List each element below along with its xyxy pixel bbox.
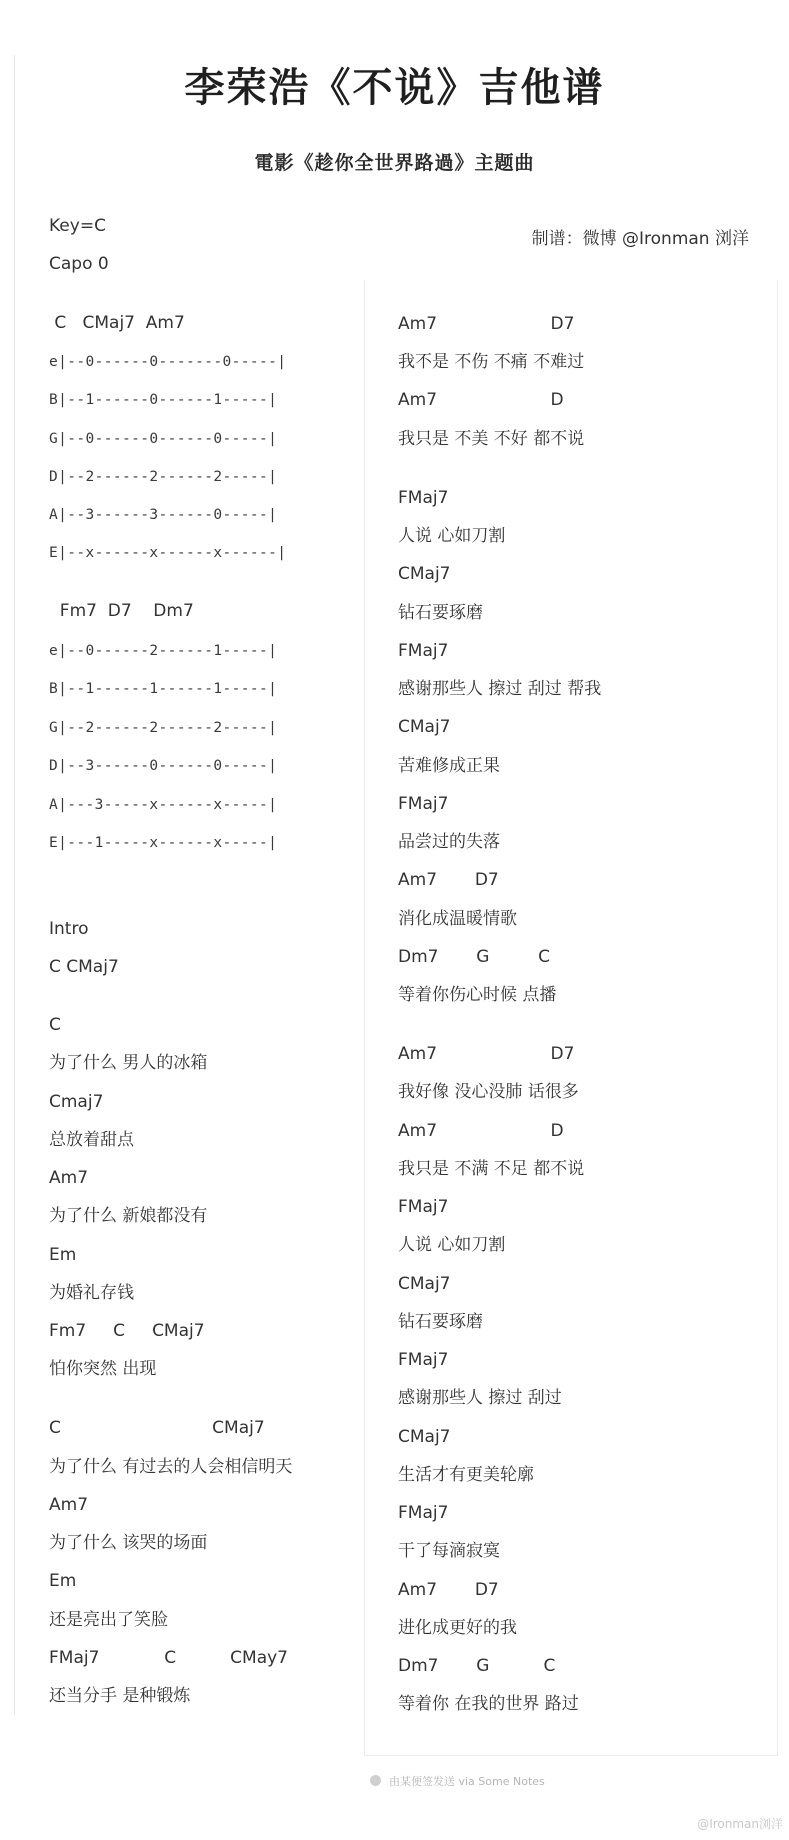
- chord-line: Am7 D: [398, 1121, 564, 1141]
- tab-line: e|--0------2------1-----|: [49, 643, 278, 659]
- chord-line: C: [49, 1015, 61, 1035]
- tab-line: G|--2------2------2-----|: [49, 720, 278, 736]
- chord-line: CMaj7: [398, 717, 451, 737]
- tab-line: D|--3------0------0-----|: [49, 758, 278, 774]
- tab-line: G|--0------0------0-----|: [49, 431, 278, 447]
- chord-line: C CMaj7: [49, 1418, 265, 1438]
- chord-line: Am7: [49, 1168, 89, 1188]
- chord-line: FMaj7: [398, 488, 449, 508]
- lyric-line: 为了什么 男人的冰箱: [49, 1053, 208, 1073]
- chord-line: Fm7 D7 Dm7: [49, 601, 194, 621]
- chord-line: Fm7 C CMaj7: [49, 1321, 205, 1341]
- lyric-line: 钻石要琢磨: [398, 603, 483, 623]
- lyric-line: 生活才有更美轮廓: [398, 1465, 534, 1485]
- transcriber-credit: 制谱：微博 @Ironman 浏洋: [531, 229, 749, 249]
- lyric-line: 消化成温暖情歌: [398, 909, 517, 929]
- lyric-line: 我不是 不伤 不痛 不难过: [398, 352, 585, 372]
- chord-line: FMaj7: [398, 794, 449, 814]
- lyric-line: 品尝过的失落: [398, 832, 500, 852]
- footer-note: [370, 1773, 545, 1789]
- lyric-line: 干了每滴寂寞: [398, 1541, 500, 1561]
- lyric-line: 等着你 在我的世界 路过: [398, 1694, 579, 1714]
- lyric-line: 为了什么 有过去的人会相信明天: [49, 1457, 293, 1477]
- footer-note-text: 由某便签发送 via Some Notes: [389, 1775, 545, 1788]
- tab-line: e|--0------0-------0-----|: [49, 354, 287, 370]
- lyric-line: 钻石要琢磨: [398, 1312, 483, 1332]
- chord-line: Em: [49, 1571, 77, 1591]
- lyric-line: 还是亮出了笑脸: [49, 1610, 168, 1630]
- lyric-line: 苦难修成正果: [398, 756, 500, 776]
- page-edge-line: [14, 55, 15, 1715]
- song-capo: Capo 0: [49, 254, 109, 274]
- chord-line: Dm7 G C: [398, 1656, 556, 1676]
- lyric-line: 感谢那些人 擦过 刮过 帮我: [398, 679, 602, 699]
- chord-line: Em: [49, 1245, 77, 1265]
- chord-line: FMaj7 C CMay7: [49, 1648, 288, 1668]
- lyric-line: 感谢那些人 擦过 刮过: [398, 1388, 562, 1408]
- lyric-line: 人说 心如刀割: [398, 1235, 506, 1255]
- tab-line: D|--2------2------2-----|: [49, 469, 278, 485]
- chord-line: Am7: [49, 1495, 89, 1515]
- chord-line: CMaj7: [398, 1274, 451, 1294]
- lyric-line: 进化成更好的我: [398, 1618, 517, 1638]
- chord-line: C CMaj7 Am7: [49, 313, 185, 333]
- chord-line: Cmaj7: [49, 1092, 104, 1112]
- chord-line: Am7 D7: [398, 1580, 499, 1600]
- chord-line: FMaj7: [398, 1197, 449, 1217]
- tab-line: B|--1------0------1-----|: [49, 392, 278, 408]
- chord-line: Dm7 G C: [398, 947, 550, 967]
- lyric-line: 等着你伤心时候 点播: [398, 985, 557, 1005]
- page-title: 李荣浩《不说》吉他谱: [184, 64, 605, 111]
- tab-line: E|--x------x------x------|: [49, 545, 287, 561]
- song-key: Key=C: [49, 216, 106, 236]
- watermark: @Ironman浏洋: [697, 1817, 783, 1831]
- chord-line: FMaj7: [398, 1350, 449, 1370]
- lyric-line: 为了什么 该哭的场面: [49, 1533, 208, 1553]
- lyric-line: 怕你突然 出现: [49, 1359, 157, 1379]
- chord-line: FMaj7: [398, 1503, 449, 1523]
- chord-line: CMaj7: [398, 564, 451, 584]
- chord-line: Am7 D7: [398, 1044, 575, 1064]
- section-label: Intro: [49, 919, 89, 939]
- lyric-line: 总放着甜点: [49, 1130, 134, 1150]
- lyric-line: 人说 心如刀割: [398, 526, 506, 546]
- lyric-line: 我只是 不满 不足 都不说: [398, 1159, 585, 1179]
- lyric-line: 为婚礼存钱: [49, 1283, 134, 1303]
- chord-line: C CMaj7: [49, 957, 119, 977]
- page-subtitle: 電影《趁你全世界路過》主题曲: [254, 152, 535, 174]
- lyric-line: 为了什么 新娘都没有: [49, 1206, 208, 1226]
- app-logo-icon: [370, 1775, 381, 1786]
- lyric-line: 我好像 没心没肺 话很多: [398, 1082, 579, 1102]
- chord-line: CMaj7: [398, 1427, 451, 1447]
- lyric-line: 还当分手 是种锻炼: [49, 1686, 191, 1706]
- chord-line: FMaj7: [398, 641, 449, 661]
- tab-line: A|--3------3------0-----|: [49, 507, 278, 523]
- tab-line: B|--1------1------1-----|: [49, 681, 278, 697]
- tab-line: E|---1-----x------x-----|: [49, 835, 278, 851]
- chord-line: Am7 D7: [398, 870, 499, 890]
- lyric-line: 我只是 不美 不好 都不说: [398, 429, 585, 449]
- chord-line: Am7 D7: [398, 314, 575, 334]
- tab-line: A|---3-----x------x-----|: [49, 797, 278, 813]
- chord-line: Am7 D: [398, 390, 564, 410]
